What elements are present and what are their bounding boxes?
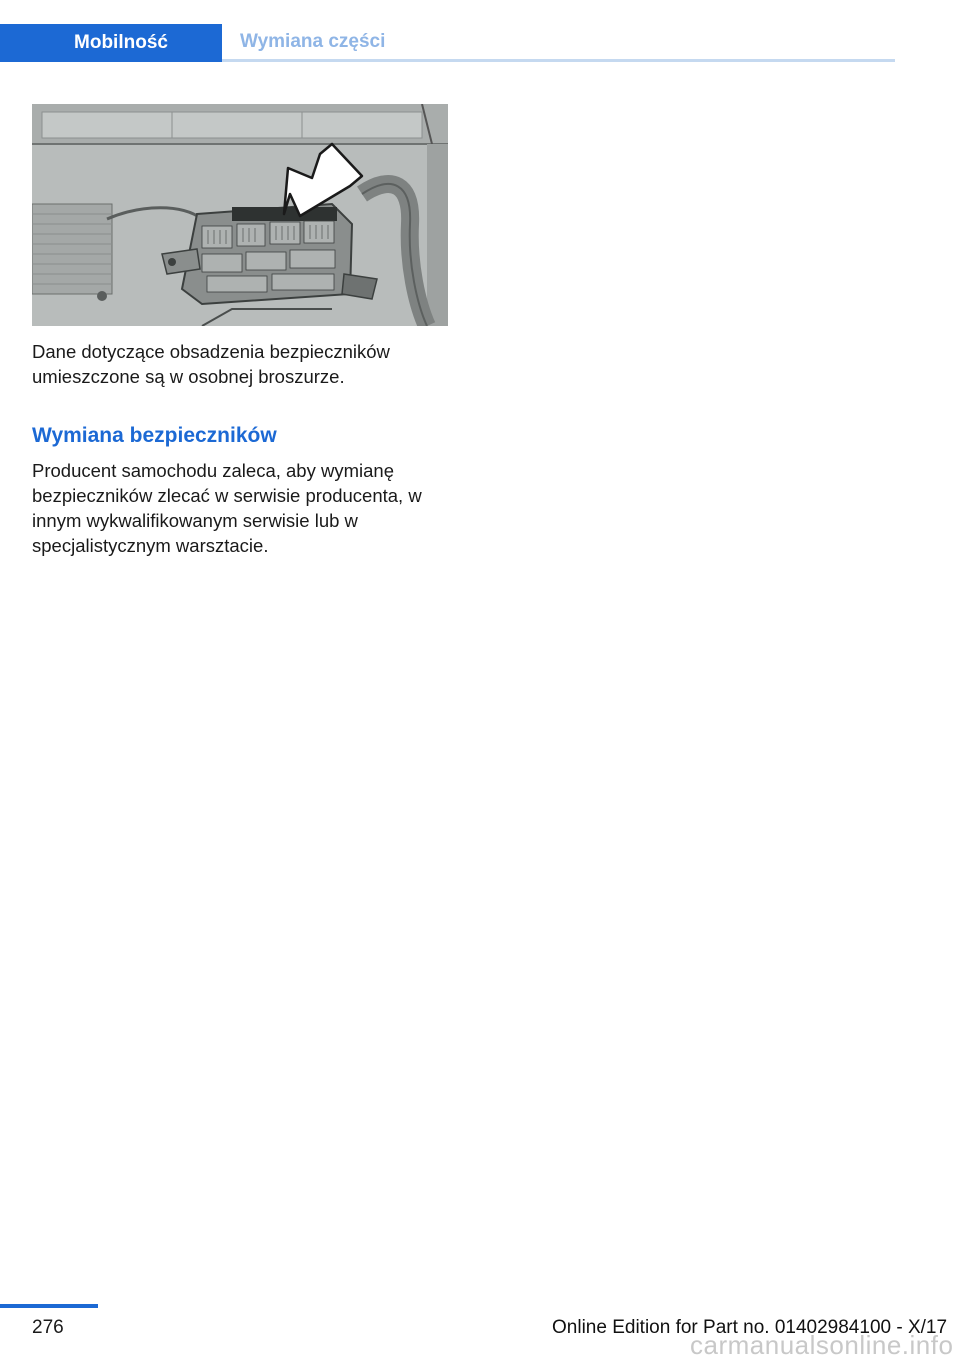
subsection-tab-wymiana-czesci[interactable]: Wymiana części	[240, 30, 386, 52]
section-tab-mobilnosc[interactable]: Mobilność	[0, 24, 222, 62]
footer-accent-bar	[0, 1304, 98, 1308]
fuse-box-illustration	[32, 104, 448, 326]
figure-caption: Dane dotyczące obsadzenia bezpieczników umieszczone są w osobnej broszurze.	[32, 341, 390, 387]
section-heading: Wymiana bezpieczników	[32, 424, 277, 447]
page-number: 276	[32, 1317, 64, 1338]
edition-note: Online Edition for Part no. 01402984100 - X/17	[552, 1317, 948, 1338]
page-header	[0, 24, 895, 62]
watermark-text: carmanualsonline.info	[690, 1330, 954, 1360]
section-body: Producent samochodu zaleca, aby wymianę bezpieczników zlecać w serwisie producenta, w innym wykwalifikowanym serwisie lub w specjalistycznym warsztacie.	[32, 460, 422, 556]
